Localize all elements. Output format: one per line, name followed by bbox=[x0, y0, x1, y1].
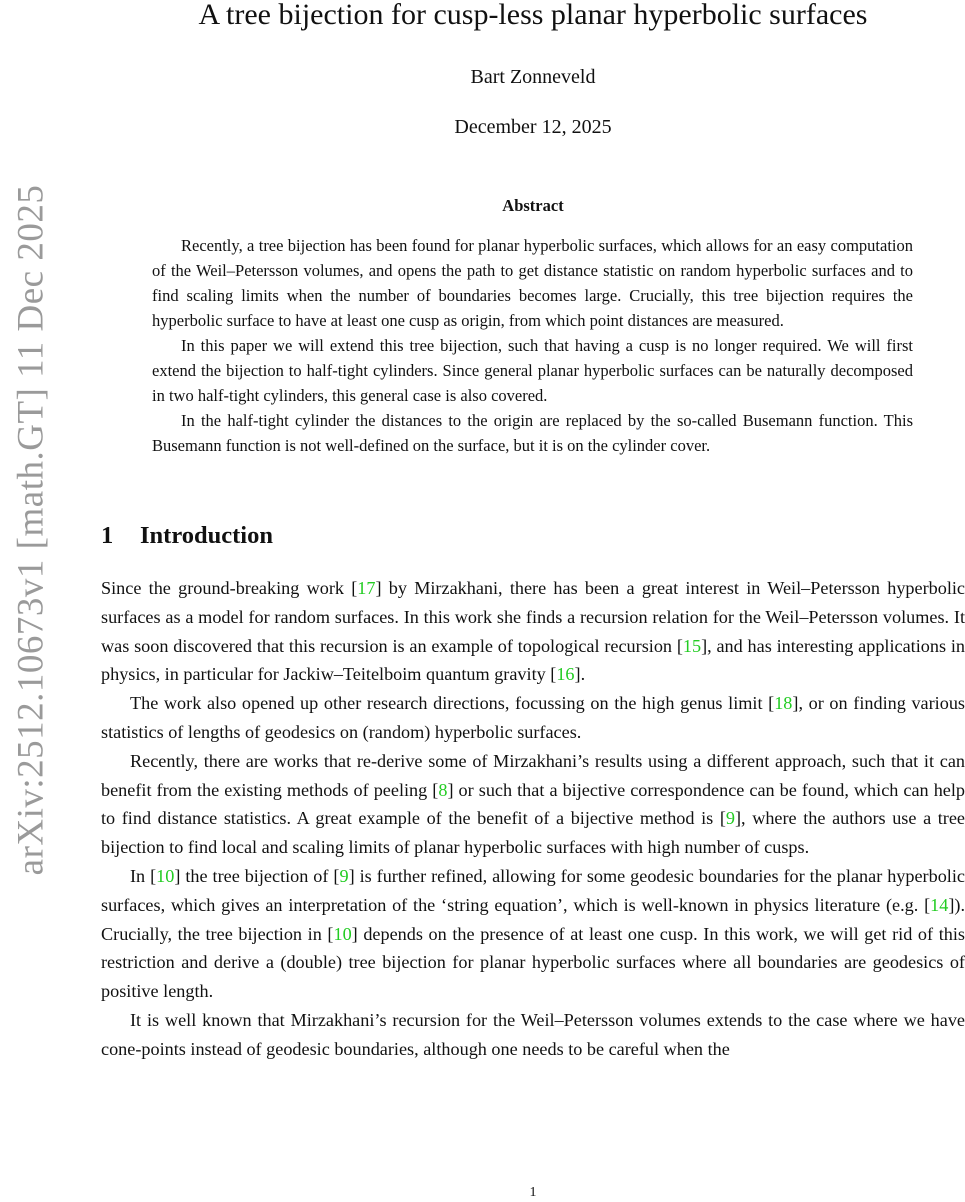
arxiv-identifier: arXiv:2512.10673v1 [math.GT] 11 Dec 2025 bbox=[10, 184, 52, 876]
citation-link[interactable]: 9 bbox=[725, 808, 735, 829]
citation-link[interactable]: 9 bbox=[339, 865, 349, 886]
citation-link[interactable]: 8 bbox=[438, 779, 448, 800]
abstract-paragraph: Recently, a tree bijection has been found for planar hyperbolic surfaces, which allows for an easy computation of the Weil–Petersson volumes, and opens the path to get distance statistic on random hyperbolic surfaces and to find scaling limits when the number of boundaries becomes large. Crucially, this tree bijection requires the hyperbolic surface to have at least one cusp as origin, from which point distances are measured. bbox=[152, 236, 913, 330]
citation-link[interactable]: 18 bbox=[774, 693, 793, 714]
page-number: 1 bbox=[529, 1185, 537, 1200]
arxiv-sidebar bbox=[0, 0, 62, 1200]
abstract-heading: Abstract bbox=[502, 196, 564, 215]
citation-link[interactable]: 15 bbox=[682, 635, 702, 656]
section-heading bbox=[101, 520, 273, 552]
body-paragraph: Since the ground-breaking work [17] by Mirzakhani, there has been a great interest in Weil–Petersson hyperbolic surfaces as a model for random surfaces. In this work she finds a recursion relation for the Weil–Petersson volumes. It was soon discovered that this recursion is an example of topological recursion [15], and has interesting applications in physics, in particular for Jackiw–Teitelboim quantum gravity [16]. bbox=[101, 578, 965, 685]
citation-link[interactable]: 16 bbox=[556, 664, 575, 685]
abstract-body bbox=[152, 233, 913, 458]
citation-link[interactable]: 10 bbox=[156, 865, 175, 886]
abstract-paragraph: In the half-tight cylinder the distances to the origin are replaced by the so-called Busemann function. This Busemann function is not well-defined on the surface, but it is on the cylinder cover. bbox=[152, 411, 913, 455]
body-paragraph: In [10] the tree bijection of [9] is further refined, allowing for some geodesic boundaries for the planar hyperbolic surfaces, which gives an interpretation of the ‘string equation’, which is well-known in physics literature (e.g. [14]). Crucially, the tree bijection in [10] depends on the presence of at least one cusp. In this work, we will get rid of this restriction and derive a (double) tree bijection for planar hyperbolic surfaces where all boundaries are geodesics of positive length. bbox=[101, 865, 965, 1002]
body-paragraph: The work also opened up other research directions, focussing on the high genus limit [18], or on finding various statistics of lengths of geodesics on (random) hyperbolic surfaces. bbox=[101, 693, 965, 742]
paper-date: December 12, 2025 bbox=[454, 116, 612, 138]
section-number: 1 bbox=[101, 522, 114, 549]
paper-title: A tree bijection for cusp-less planar hyperbolic surfaces bbox=[198, 0, 868, 31]
section-title: Introduction bbox=[140, 522, 273, 549]
body-paragraph: Recently, there are works that re-derive some of Mirzakhani’s results using a different approach, such that it can benefit from the existing methods of peeling [8] or such that a bijective correspondence can be found, which can help to find distance statistics. A great example of the benefit of a bijective method is [9], where the authors use a tree bijection to find local and scaling limits of planar hyperbolic surfaces with high number of cusps. bbox=[101, 750, 965, 858]
abstract-paragraph: In this paper we will extend this tree bijection, such that having a cusp is no longer required. We will first extend the bijection to half-tight cylinders. Since general planar hyperbolic surfaces can be naturally decomposed in two half-tight cylinders, this general case is also covered. bbox=[152, 336, 913, 405]
citation-link[interactable]: 10 bbox=[333, 923, 352, 944]
body-paragraph: It is well known that Mirzakhani’s recursion for the Weil–Petersson volumes extends to the case where we have cone-points instead of geodesic boundaries, although one needs to be careful when the bbox=[101, 1009, 965, 1059]
body-text bbox=[101, 574, 965, 1064]
author-name: Bart Zonneveld bbox=[470, 66, 596, 88]
citation-link[interactable]: 14 bbox=[930, 894, 949, 915]
citation-link[interactable]: 17 bbox=[357, 578, 376, 598]
